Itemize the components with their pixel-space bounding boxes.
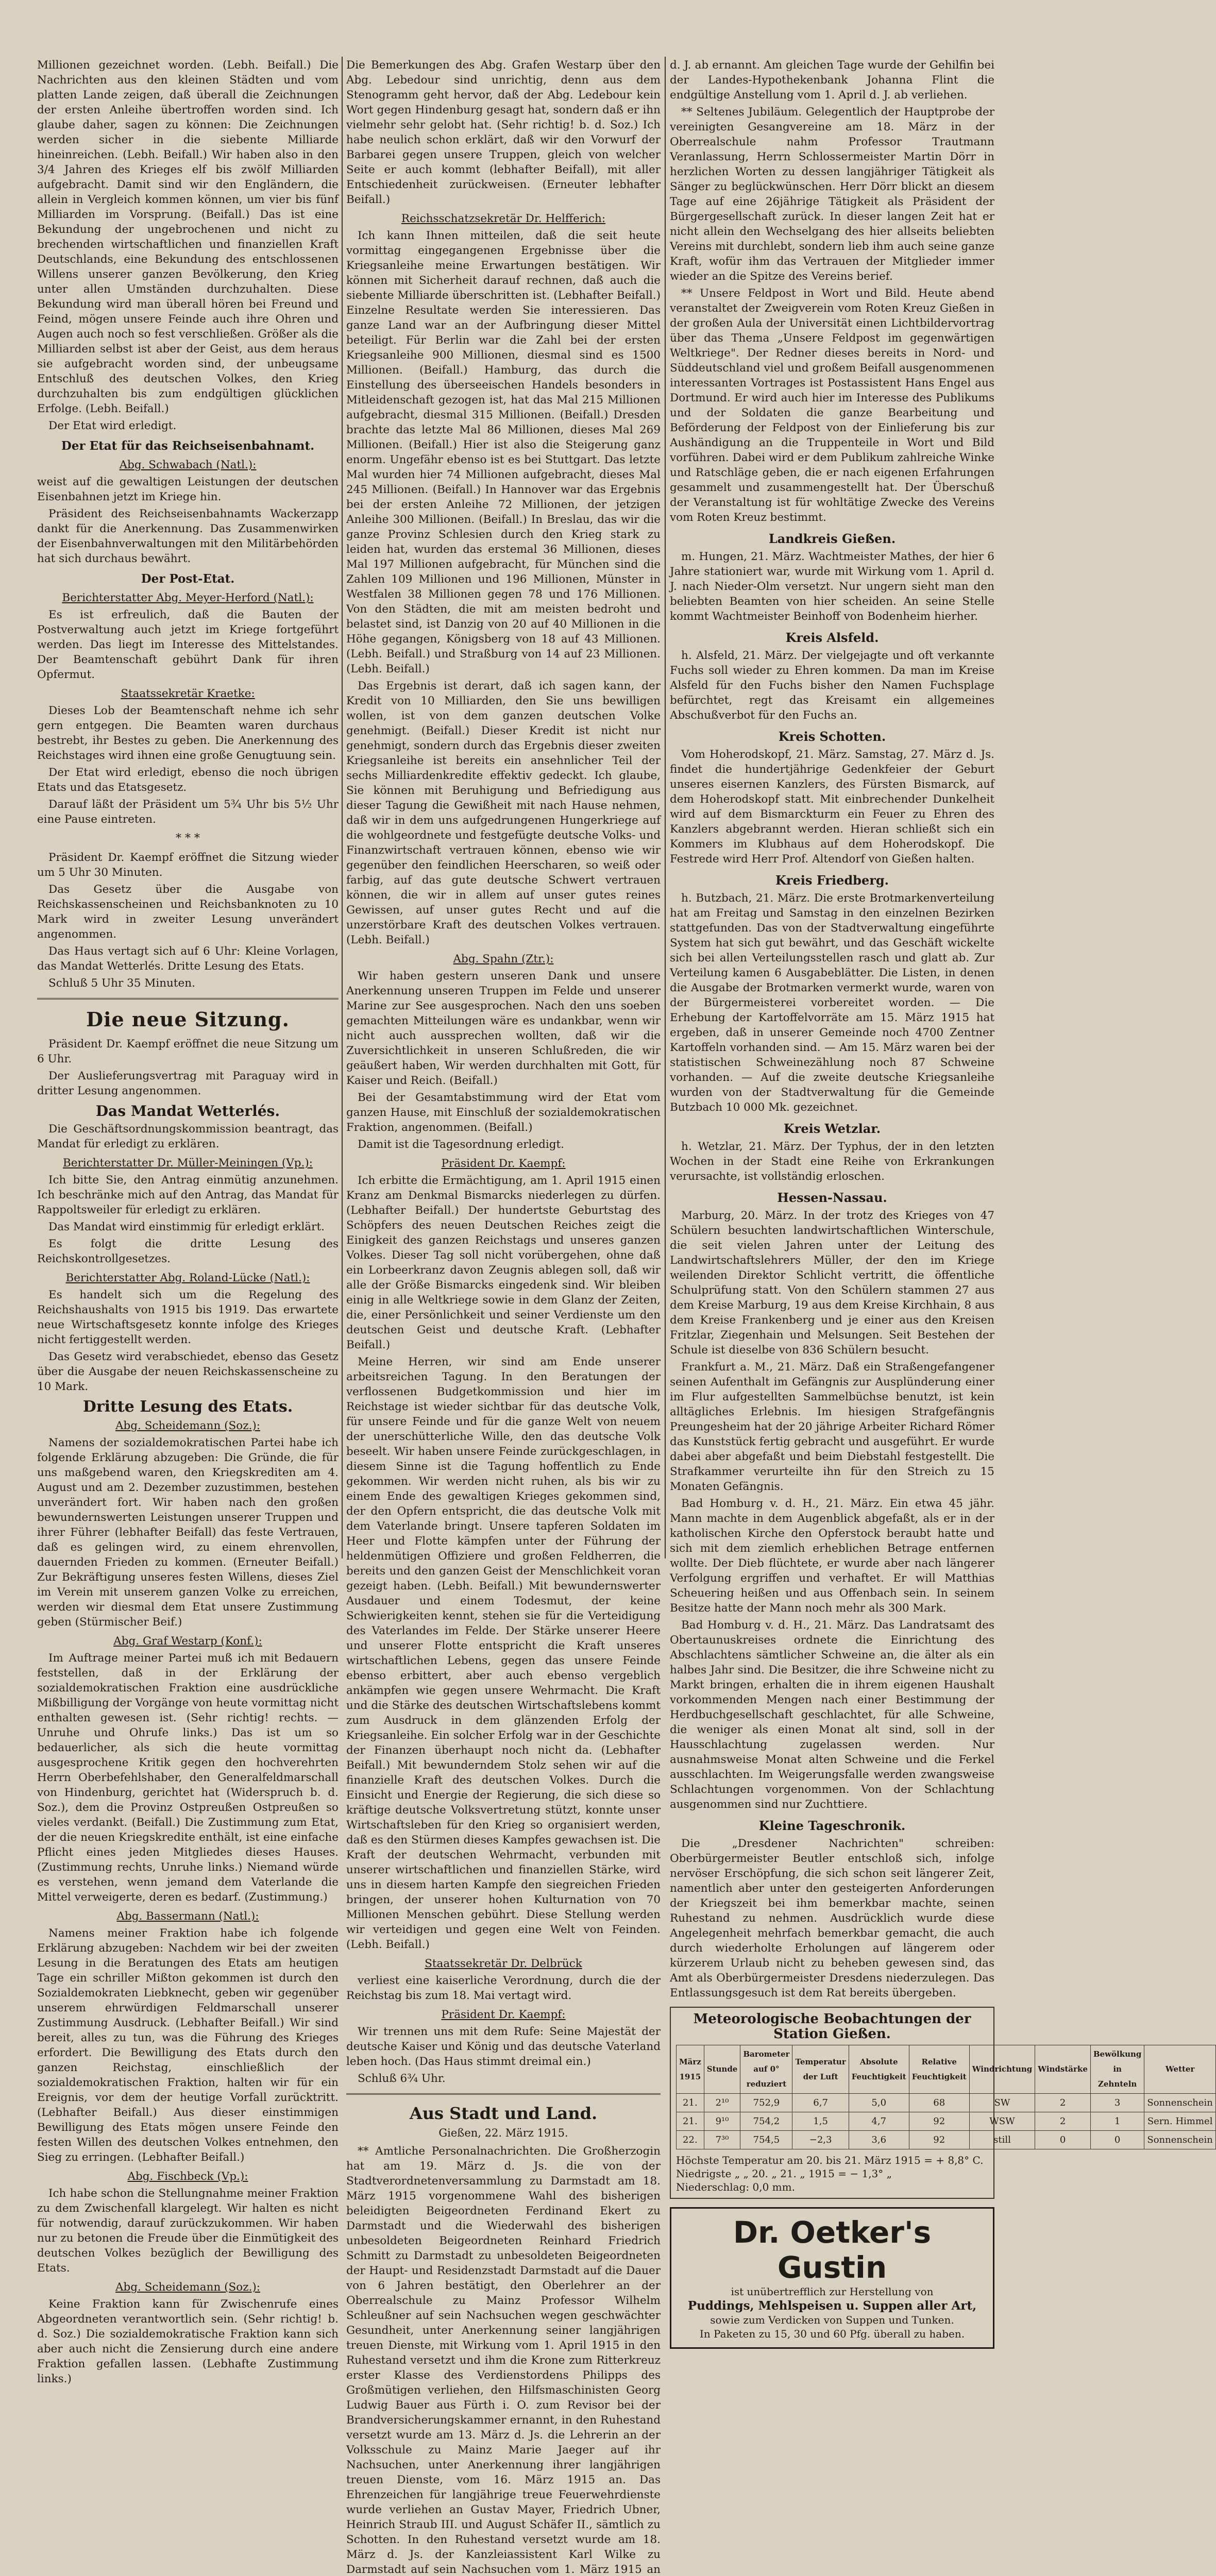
paragraph: Im Auftrage meiner Partei muß ich mit Bedauern feststellen, daß in der Erklärung der sozialdemokratischen Fraktion eine ausdrückliche Mißbilligung der Vorgänge von heute vormittag nicht enthalten gewesen ist. (Sehr richtig! rechts. — Unruhe und Ohrufe links.) Das ist um so bedauerlicher, als sich die heute vormittag ausgesprochene Kritik gegen den hochverehrten Herrn Oberbefehlshaber, den Generalfeldmarschall von Hindenburg, gerichtet hat (Widerspruch b. d. Soz.), dem die Provinz Ostpreußen Ostpreußen so vieles verdankt. (Beifall.) Die Zustimmung zum Etat, der die neuen Kriegskredite enthält, ist eine einfache Pflicht eines jeden Mitgliedes dieses Hauses. (Zustimmung rechts, Unruhe links.) Niemand würde es verstehen, wenn jemand dem Vaterlande die Mittel verweigerte, deren es bedarf. (Zustimmung.) [37,1652,339,1904]
paragraph: Ich erbitte die Ermächtigung, am 1. April 1915 einen Kranz am Denkmal Bismarcks niederlegen zu dürfen. (Lebhafter Beifall.) Der hundertste Geburtstag des Schöpfers des neuen Deutschen Reiches zeigt die Einigkeit des ganzen Reichstags und unseres ganzen Volkes. Dieser Tag soll nicht vorübergehen, ohne daß ein Lorbeerkranz davon Zeugnis ablegen soll, daß wir alle der Größe Bismarcks eingedenk sind. Wir bleiben einig in alle Weltkriege sowie in dem Glanz der Zeiten, die, einer Persönlichkeit und seiner Verdienste um den deutschen Geist und deutsche Kraft. (Lebhafter Beifall.) [346,1174,661,1351]
speaker-line: Berichterstatter Dr. Müller-Meiningen (Vp.): [62,1157,313,1170]
paragraph: Die „Dresdener Nachrichten" schreiben: Oberbürgermeister Beutler entschloß sich, infolge nervöser Erschöpfung, die sich schon seit längerer Zeit, namentlich aber unter den gesteigerten Anforderungen der Kriegszeit bei ihm bemerkbar machte, seinen Ruhestand zu nehmen. Ausdrücklich wurde diese Angelegenheit mehrfach bemerkbar gemacht, die auch durch wiederholte Erholungen auf längerem oder kürzerem Urlaub nicht zu beheben gewesen sind, das Amt als Oberbürgermeister Dresdens niederzulegen. Das Entlassungsgesuch ist dem Rat bereits übergeben. [670,1837,994,1999]
paragraph: Der Etat wird erledigt. [48,419,177,432]
ad-text-line: ist unübertrefflich zur Herstellung von [731,2285,934,2298]
table-cell: Sonnenschein [1144,2094,1216,2112]
dateline: Gießen, 22. März 1915. [438,2127,568,2139]
ad-product-line: Puddings, Mehlspeisen u. Suppen aller Art, [687,2299,977,2313]
section-heading: Der Post-Etat. [141,572,235,586]
speaker-line: Berichterstatter Abg. Meyer-Herford (Natl.): [62,591,314,604]
column-header: Absolute Feuchtigkeit [849,2045,909,2094]
section-heading: Das Mandat Wetterlés. [95,1103,280,1120]
paragraph: Meine Herren, wir sind am Ende unserer arbeitsreichen Tagung. In den Beratungen der verflossenen Budgetkommission und hier im Reichstage ist wieder sichtbar für das deutsche Volk, für unsere Feinde und für die ganze Welt von neuem der unerschütterliche Wille, den das deutsche Volk beseelt. Wir haben unsere Feinde zurückgeschlagen, in diesem Sinne ist die Tagung hoffentlich zu Ende gekommen. Wir werden nicht ruhen, als bis wir zu einem Ende des gewaltigen Krieges gekommen sind, der den Opfern entspricht, die das deutsche Volk mit dem Vaterlande bringt. Unsere tapferen Soldaten im Heer und Flotte kämpfen unter der Führung der heldenmütigen Offiziere und großen Feldherren, die bereits und den ganzen Geist der Menschlichkeit voran gezeigt haben. (Lebh. Beifall.) Mit bewundernswerter Ausdauer und einem Todesmut, der keine Schwierigkeiten kennt, stehen sie für die Verteidigung des Vaterlandes im Felde. Der Stärke unserer Heere und unserer Flotte entspricht die Kraft unseres wirtschaftlichen Lebens, gegen das unsere Feinde ebenso erbittert, aber auch ebenso vergeblich ankämpfen wie gegen unsere Wehrmacht. Die Kraft und die Stärke des deutschen Wirtschaftslebens kommt zum Ausdruck in dem glänzenden Erfolg der Kriegsanleihe. Ein solcher Erfolg war in der Geschichte der Finanzen überhaupt noch nicht da. (Lebhafter Beifall.) Mit bewunderndem Stolz sehen wir auf die finanzielle Kraft des deutschen Volkes. Durch die Einsicht und Energie der Regierung, die sich diese so kräftige deutsche Volksvertretung stützt, konnte unser Wirtschaftsleben für den Krieg so organisiert werden, daß es den Stürmen dieses Kampfes gewachsen ist. Die Kraft der deutschen Wehrmacht, verbunden mit unserer wirtschaftlichen und finanziellen Stärke, wird uns in diesem harten Kampfe den siegreichen Frieden bringen, der unserer hohen Kulturnation von 70 Millionen Menschen gebührt. Diese Stellung werden wir verteidigen und gegen eine Welt von Feinden. (Lebh. Beifall.) [346,1355,661,1951]
paragraph: ** Seltenes Jubiläum. Gelegentlich der Hauptprobe der vereinigten Gesangvereine am 18. März in der Oberrealschule nahm Professor Trautmann Veranlassung, Herrn Schlossermeister Martin Dörr in herzlichen Worten zu dessen langjähriger Tätigkeit als Sänger zu beglückwünschen. Herr Dörr blickt an diesem Tage auf eine 26jährige Tätigkeit als Präsident der Bürgergesellschaft zurück. In dieser langen Zeit hat er nicht allein den Wechselgang des hier allseits beliebten Vereins mit durchlebt, sondern lieb ihm auch seine ganze Kraft, wofür ihm das Vertrauen der Mitglieder immer wieder an die Spitze des Vereins berief. [670,106,994,283]
column-header: Wetter [1144,2045,1216,2094]
paragraph: Marburg, 20. März. In der trotz des Krieges von 47 Schülern besuchten landwirtschaftlichen Winterschule, die seit vielen Jahren unter der Leitung des Landwirtschaftslehrers Müller, der den im Kriege weilenden Direktor Schlicht vertritt, die öffentliche Schulprüfung statt. Von den Schülern stammen 27 aus dem Kreise Marburg, 19 aus dem Kreise Kirchhain, 8 aus dem Kreise Frankenberg und je einer aus den Kreisen Fritzlar, Ziegenhain und Melsungen. Seit Bestehen der Schule ist dieselbe von 836 Schülern besucht. [670,1209,994,1357]
table-cell: SW [969,2094,1035,2112]
paragraph: Damit ist die Tagesordnung erledigt. [358,1138,564,1151]
table-cell: 0 [1035,2131,1091,2149]
table-cell: 92 [909,2112,969,2131]
speaker-line: Präsident Dr. Kaempf: [441,2008,566,2021]
paragraph: h. Butzbach, 21. März. Die erste Brotmarkenverteilung hat am Freitag und Samstag in den einzelnen Bezirken stattgefunden. Das von der Stadtverwaltung eingeführte System hat sich gut bewährt, und das Geschäft wickelte sich bei allen Verteilungsstellen rasch und glatt ab. Zur Verteilung kamen 6 Ausgabeblätter. Die Listen, in denen die Ausgabe der Brotmarken vermerkt wurde, waren von der Bürgermeisterei vorbereitet worden. — Die Erhebung der Kartoffelvorräte am 15. März 1915 hat ergeben, daß in unserer Gemeinde noch 4700 Zentner Kartoffeln vorhanden sind. — Am 15. März waren bei der statistischen Schweinezählung noch 87 Schweine vorhanden. — Auf die zweite deutsche Kriegsanleihe wurden von der Stadtverwaltung für die Gemeinde Butzbach 10 000 Mk. gezeichnet. [670,892,994,1114]
article-heading: Die neue Sitzung. [86,1008,290,1031]
table-cell: 2¹⁰ [704,2094,740,2112]
speaker-line: Abg. Scheidemann (Soz.): [115,1419,260,1432]
paragraph: Der Etat wird erledigt, ebenso die noch übrigen Etats und das Etatsgesetz. [37,766,339,794]
section-heading: Kleine Tageschronik. [758,1818,906,1833]
paragraph: Ich bitte Sie, den Antrag einmütig anzunehmen. Ich beschränke mich auf den Antrag, das Mandat für Rappoltsweiler für erledigt zu erklären. [37,1174,339,1216]
divider [37,998,339,999]
speaker-line: Abg. Spahn (Ztr.): [453,953,554,965]
table-cell: 22. [677,2131,704,2149]
section-heading: Kreis Wetzlar. [783,1121,881,1136]
table-cell: 4,7 [849,2112,909,2131]
speaker-line: Reichsschatzsekretär Dr. Helfferich: [401,212,606,225]
column-divider [342,57,343,1558]
paragraph: ** Unsere Feldpost in Wort und Bild. Heute abend veranstaltet der Zweigverein vom Roten Kreuz Gießen in der großen Aula der Universität einen Lichtbildervortrag über das Thema „Unsere Feldpost im gegenwärtigen Weltkriege". Der Redner dieses bereits in Nord- und Süddeutschland viel und großem Beifall ausgenommenen interessanten Vortrages ist Postassistent Hans Engel aus Dortmund. Er wird auch hier im Interesse des Publikums und der Soldaten die ganze Bearbeitung und Beförderung der Feldpost von der Einlieferung bis zur Aushändigung an die Truppenteile in Wort und Bild vorführen. Dabei wird er dem Publikum zahlreiche Winke und Ratschläge geben, die er nach eigenen Erfahrungen gesammelt und zusammengestellt hat. Der Überschuß der Veranstaltung ist für wohltätige Zwecke des Vereins vom Roten Kreuz bestimmt. [670,287,994,524]
table-cell: Sonnenschein [1144,2131,1216,2149]
table-cell: 0 [1090,2131,1144,2149]
column-header: März 1915 [677,2045,704,2094]
paragraph: Bei der Gesamtabstimmung wird der Etat vom ganzen Hause, mit Einschluß der sozialdemokratischen Fraktion, angenommen. (Beifall.) [346,1091,661,1134]
table-cell: 92 [909,2131,969,2149]
table-cell: 6,7 [792,2094,849,2112]
weather-observations-box [670,2007,1213,2199]
paragraph: Millionen gezeichnet worden. (Lebh. Beifall.) Die Nachrichten aus den kleinen Städten und vom platten Lande zeigen, daß überall die Zeichnungen der ersten Anleihe übertroffen worden sind. Ich glaube daher, sagen zu können: Die Zeichnungen werden sicher in die siebente Milliarde hineinreichen. (Lebh. Beifall.) Wir haben also in den 3/4 Jahren des Krieges elf bis zwölf Milliarden aufgebracht. Damit sind wir den Engländern, die allein in Vergleich kommen können, um vier bis fünf Milliarden im Vorsprung. (Beifall.) Das ist eine Bekundung der ungebrochenen und nicht zu brechenden wirtschaftlichen und finanziellen Kraft Deutschlands, eine Bekundung des entschlossenen Willens unserer ganzen Bevölkerung, den Krieg unter allen Umständen durchzuhalten. Diese Bekundung wird man überall hören bei Freund und Feind, mögen unsere Feinde auch ihre Ohren und Augen auch noch so fest verschließen. Größer als die Milliarden selbst ist aber der Geist, aus dem heraus sie aufgebracht worden sind, der unbeugsame Entschluß des deutschen Volkes, den Krieg durchzuhalten bis zum endgültigen glücklichen Erfolge. (Lebh. Beifall.) [37,59,339,415]
paragraph: h. Alsfeld, 21. März. Der vielgejagte und oft verkannte Fuchs soll wieder zu Ehren kommen. Da man im Kreise Alsfeld für den Fuchs bisher den Namen Fuchsplage befürchtet, regt das Kreisamt ein allgemeines Abschußverbot für den Fuchs an. [670,649,994,722]
paragraph: Frankfurt a. M., 21. März. Daß ein Straßengefangener seinen Aufenthalt im Gefängnis zur Ausplünderung einer im Flur aufgestellten Sammelbüchse benutzt, ist kein alltägliches Erlebnis. Im hiesigen Strafgefängnis Preungesheim hat der 20 jährige Arbeiter Richard Römer das Kunststück fertig gebracht und ausgeführt. Er wurde dabei aber abgefaßt und beim Diebstahl festgestellt. Die Strafkammer verurteilte ihn für den Streich zu 15 Monaten Gefängnis. [670,1361,994,1493]
paragraph: Dieses Lob der Beamtenschaft nehme ich sehr gern entgegen. Die Beamten waren durchaus bestrebt, ihr Bestes zu geben. Die Anerkennung des Reichstages wird ihnen eine große Genugtuung sein. [37,704,339,762]
paragraph: Ich habe schon die Stellungnahme meiner Fraktion zu dem Zwischenfall klargelegt. Wir halten es nicht für notwendig, darauf zurückzukommen. Wir haben nur zu betonen die Freude über die Einmütigkeit des deutschen Volkes bezüglich der Bewilligung des Etats. [37,2187,339,2275]
paragraph: Es ist erfreulich, daß die Bauten der Postverwaltung auch jetzt im Kriege fortgeführt werden. Das liegt im Interesse des Mittelstandes. Der Beamtenschaft gebührt Dank für ihren Opfermut. [37,608,339,681]
paragraph: verliest eine kaiserliche Verordnung, durch die der Reichstag bis zum 18. Mai vertagt wird. [346,1974,661,2002]
paragraph: Es folgt die dritte Lesung des Reichskontrollgesetzes. [37,1238,339,1265]
column-header: Barometer auf 0° reduziert [740,2045,792,2094]
column-divider [665,57,666,1558]
speaker-line: Abg. Graf Westarp (Konf.): [113,1635,262,1648]
speaker-line: Abg. Fischbeck (Vp.): [127,2170,248,2183]
advertisement [670,2207,994,2349]
table-row [677,2094,1216,2112]
paragraph: Das Mandat wird einstimmig für erledigt erklärt. [48,1221,325,1233]
table-row [677,2112,1216,2131]
column-2 [346,58,661,2576]
speaker-line: Abg. Schwabach (Natl.): [119,459,257,471]
paragraph: Keine Fraktion kann für Zwischenrufe eines Abgeordneten verantwortlich sein. (Sehr richtig! b. d. Soz.) Die sozialdemokratische Fraktion kann sich aber auch nicht die Zensierung durch eine andere Fraktion gefallen lassen. (Lebhafte Zustimmung links.) [37,2298,339,2385]
paragraph: Das Haus vertagt sich auf 6 Uhr: Kleine Vorlagen, das Mandat Wetterlés. Dritte Lesung des Etats. [37,945,339,973]
ad-text-line: sowie zum Verdicken von Suppen und Tunken. [710,2314,954,2326]
article-heading: Aus Stadt und Land. [409,2104,598,2123]
section-heading: Landkreis Gießen. [768,531,896,546]
paragraph: Vom Hoherodskopf, 21. März. Samstag, 27. März d. Js. findet die hundertjährige Gedenkfeier der Geburt unseres eisernen Kanzlers, des Fürsten Bismarck, auf dem Hoherodskopf statt. Mit einbrechender Dunkelheit wird auf dem Bismarckturm ein Feuer zu Ehren des Kanzlers abgebrannt werden. Hieran schließt sich ein Kommers im Klubhaus auf dem Hoherodskopf. Die Festrede wird Herr Prof. Altendorf von Gießen halten. [670,748,994,866]
paragraph: Das Gesetz wird verabschiedet, ebenso das Gesetz über die Ausgabe der neuen Reichskassenscheine zu 10 Mark. [37,1350,339,1393]
section-heading: Kreis Alsfeld. [785,630,879,645]
table-cell: Sern. Himmel [1144,2112,1216,2131]
table-cell: 7³⁰ [704,2131,740,2149]
table-cell: 5,0 [849,2094,909,2112]
ad-brand-name: Dr. Oetker's Gustin [733,2215,932,2285]
speaker-line: Berichterstatter Abg. Roland-Lücke (Natl.): [65,1272,310,1284]
column-3 [670,58,1213,2340]
speaker-line: Staatssekretär Kraetke: [121,687,255,700]
paragraph: Das Ergebnis ist derart, daß ich sagen kann, der Kredit von 10 Milliarden, den Sie uns bewilligen wollen, ist von dem ganzen deutschen Volke genehmigt. (Beifall.) Dieser Kredit ist nicht nur genehmigt, sondern durch das Ergebnis dieser zweiten Kriegsanleihe ist bereits ein ansehnlicher Teil der sechs Milliardenkredite effektiv gedeckt. Ich glaube, Sie können mit Beruhigung und Befriedigung aus dieser Tagung die Gewißheit mit nach Hause nehmen, daß wir in dem uns aufgedrungenen Hungerkriege auf die wohlgeordnete und festgefügte deutsche Volks- und Finanzwirtschaft vertrauen können, ebenso wie wir gegenüber den feindlichen Heerscharen, so weiß oder farbig, auf das gute deutsche Schwert vertrauen können, die wir in allem auf unser gutes reines Gewissen, auf unser gutes Recht und auf die unzerstörbare Kraft des deutschen Volkes vertrauen. (Lebh. Beifall.) [346,680,661,946]
section-heading: Kreis Schotten. [778,729,886,744]
paragraph: Präsident Dr. Kaempf eröffnet die neue Sitzung um 6 Uhr. [37,1038,339,1065]
table-cell: 752,9 [740,2094,792,2112]
speaker-line: Präsident Dr. Kaempf: [441,1157,566,1170]
paragraph: Der Auslieferungsvertrag mit Paraguay wird in dritter Lesung angenommen. [37,1070,339,1097]
table-cell: 2 [1035,2112,1091,2131]
paragraph: ** Amtliche Personalnachrichten. Die Großherzogin hat am 19. März d. Js. die von der Stadtverordnetenversammlung zu Darmstadt am 18. März 1915 vorgenommene Wahl des bisherigen beleidigten Beigeordneten Ferdinand Ekert zu Darmstadt und die Wiederwahl des bisherigen unbesoldeten Beigeordneten Reinhard Friedrich Schmitt zu Darmstadt zu unbesoldeten Beigeordneten der Haupt- und Residenzstadt Darmstadt auf die Dauer von 6 Jahren bestätigt, den Oberlehrer an der Oberrealschule zu Mainz Professor Wilhelm Schleußner auf sein Nachsuchen wegen geschwächter Gesundheit, unter Anerkennung seiner langjährigen treuen Dienste, mit Wirkung vom 1. April 1915 in den Ruhestand versetzt und ihm die Krone zum Ritterkreuz erster Klasse des Verdienstordens Philipps des Großmütigen verliehen, den Hilfsmaschinisten Georg Ludwig Bauer aus Fürth i. O. zum Revisor bei der Brandversicherungskammer ernannt, in den Ruhestand versetzt wurde am 13. März d. Js. die Lehrerin an der Volksschule zu Mainz Marie Jaeger auf ihr Nachsuchen, unter Anerkennung ihrer langjährigen treuen Dienste, vom 16. März 1915 an. Das Ehrenzeichen für langjährige treue Feuerwehrdienste wurde verliehen an Gustav Mayer, Friedrich Ubner, Heinrich Straub III. und August Schäfer II., sämtlich zu Schotten. In den Ruhestand versetzt wurde am 18. März d. Js. der Kanzleiassistent Karl Wilke zu Darmstadt auf sein Nachsuchen vom 1. März 1915 an [346,2145,661,2576]
paragraph: Das Gesetz über die Ausgabe von Reichskassenscheinen und Reichsbanknoten zu 10 Mark wird in zweiter Lesung unverändert angenommen. [37,883,339,941]
paragraph: Wir haben gestern unseren Dank und unsere Anerkennung unseren Truppen im Felde und unserer Marine zur See ausgesprochen. Nach den uns soeben gemachten Mitteilungen wäre es undankbar, wenn wir nicht auch aussprechen wollten, daß wir die Zuversichtlichkeit in unseren Schlußreden, die wir geäußert haben, Wir werden durchhalten mit Gott, für Kaiser und Reich. (Beifall.) [346,970,661,1087]
table-cell: still [969,2131,1035,2149]
section-heading: Hessen-Nassau. [777,1190,887,1205]
table-cell: 3,6 [849,2131,909,2149]
speaker-line: Abg. Bassermann (Natl.): [116,1910,259,1923]
table-cell: 2 [1035,2094,1091,2112]
weather-table-title: Meteorologische Beobachtungen der Station Gießen. [693,2011,971,2042]
paragraph: Präsident Dr. Kaempf eröffnet die Sitzung wieder um 5 Uhr 30 Minuten. [37,851,339,879]
column-header: Bewölkung in Zehnteln [1090,2045,1144,2094]
max-temperature-line: Höchste Temperatur am 20. bis 21. März 1915 = + 8,8° C. [676,2154,984,2166]
table-cell: 1 [1090,2112,1144,2131]
section-heading: Der Etat für das Reichseisenbahnamt. [61,439,315,453]
paragraph: Wir trennen uns mit dem Rufe: Seine Majestät der deutsche Kaiser und König und das deutsche Vaterland leben hoch. (Das Haus stimmt dreimal ein.) [346,2025,661,2068]
paragraph: Schluß 6¾ Uhr. [358,2072,446,2085]
table-cell: 1,5 [792,2112,849,2131]
table-cell: 754,5 [740,2131,792,2149]
paragraph: m. Hungen, 21. März. Wachtmeister Mathes, der hier 6 Jahre stationiert war, wurde mit Wirkung vom 1. April d. J. nach Nieder-Olm versetzt. Nur ungern sieht man den beliebten Beamten von hier scheiden. An seine Stelle kommt Wachtmeister Beinhoff von Bodenheim hierher. [670,550,994,623]
paragraph: Präsident des Reichseisenbahnamts Wackerzapp dankt für die Anerkennung. Das Zusammenwirken der Eisenbahnverwaltungen mit den Militärbehörden hat sich durchaus bewährt. [37,507,339,565]
column-header: Relative Feuchtigkeit [909,2045,969,2094]
column-header: Windstärke [1035,2045,1091,2094]
paragraph: Bad Homburg v. d. H., 21. März. Das Landratsamt des Obertaunuskreises ordnete die Einrichtung des Abschlachtens sämtlicher Schweine an, die älter als ein halbes Jahr sind. Die Besitzer, die ihre Schweine nicht zu Markt bringen, erhalten die in ihrem eigenen Haushalt vorkommenden Mengen nach einer Bestimmung der Herdbuchgesellschaft geschlachtet, für alle Schweine, die weniger als einen Monat alt sind, soll in der Hausschlachtung zugelassen werden. Nur ausnahmsweise Monat alten Schweine und die Ferkel ausschlachten. Im Weigerungsfalle werden zwangsweise Schlachtungen vorgenommen. Von der Schlachtung ausgenommen sind nur Zuchttiere. [670,1619,994,1811]
ad-text-line: In Paketen zu 15, 30 und 60 Pfg. überall zu haben. [699,2328,965,2340]
divider [346,2093,661,2095]
table-cell: 21. [677,2094,704,2112]
table-cell: 9¹⁰ [704,2112,740,2131]
paragraph: Namens meiner Fraktion habe ich folgende Erklärung abzugeben: Nachdem wir bei der zweiten Lesung in die Beratungen des Etats am heutigen Tage ein schriller Mißton gekommen ist durch den Sozialdemokraten Liebknecht, geben wir gegenüber unserem ehrwürdigen Feldmarschall unserer Zustimmung Ausdruck. (Lebhafter Beifall.) Wir sind bereit, alles zu tun, was die Führung des Krieges erfordert. Die Bewilligung des Etats durch den ganzen Reichstag, einschließlich der sozialdemokratischen Fraktion, halten wir für ein Ereignis, vor dem der heutige Vorfall zurücktritt. (Lebhafter Beifall.) Aus dieser einstimmigen Bewilligung des Etats mögen unsere Feinde den festen Willen des deutschen Volkes entnehmen, den Sieg zu erringen. (Lebhafter Beifall.) [37,1927,339,2164]
paragraph: Die Bemerkungen des Abg. Grafen Westarp über den Abg. Lebedour sind unrichtig, denn aus dem Stenogramm geht hervor, daß der Abg. Ledebour kein Wort gegen Hindenburg gesagt hat, sondern daß er ihn vielmehr sehr gelobt hat. (Sehr richtig! b. d. Soz.) Ich habe neulich schon erklärt, daß wir den Vorwurf der Barbarei gegen unsere Truppen, gleich von welcher Seite er auch kommt (lebhafter Beifall), mit aller Entschiedenheit zurückweisen. (Erneuter lebhafter Beifall.) [346,59,661,206]
table-cell: 21. [677,2112,704,2131]
speaker-line: Abg. Scheidemann (Soz.): [115,2281,260,2294]
table-cell: 68 [909,2094,969,2112]
paragraph: Namens der sozialdemokratischen Partei habe ich folgende Erklärung abzugeben: Die Gründe, die für uns maßgebend waren, den Kriegskrediten am 4. August und am 2. Dezember zuzustimmen, bestehen unverändert fort. Wir haben nach den großen bewundernswerten Leistungen unserer Truppen und ihrer Führer (lebhafter Beifall) das feste Vertrauen, daß es gelingen wird, zu einem ehrenvollen, dauernden Frieden zu kommen. (Erneuter Beifall.) Zur Bekräftigung unseres festen Willens, dieses Ziel im Verein mit unserem ganzen Volke zu erreichen, werden wir diesmal dem Etat unsere Zustimmung geben (Stürmischer Beif.) [37,1436,339,1629]
min-temperature-line: Niedrigste „ „ 20. „ 21. „ 1915 = − 1,3° „ [676,2167,892,2180]
section-heading: Dritte Lesung des Etats. [82,1398,293,1416]
table-row [677,2131,1216,2149]
table-cell: WSW [969,2112,1035,2131]
section-heading: Kreis Friedberg. [775,873,889,888]
paragraph: h. Wetzlar, 21. März. Der Typhus, der in den letzten Wochen in der Stadt eine Reihe von Erkrankungen verursachte, ist vollständig erloschen. [670,1140,994,1183]
paragraph: d. J. ab ernannt. Am gleichen Tage wurde der Gehilfin bei der Landes-Hypothekenbank Johanna Flint die endgültige Anstellung vom 1. April d. J. ab verliehen. [670,59,994,101]
paragraph: Darauf läßt der Präsident um 5¾ Uhr bis 5½ Uhr eine Pause eintreten. [37,798,339,826]
column-1 [37,58,339,2385]
table-cell: 754,2 [740,2112,792,2131]
paragraph: Es handelt sich um die Regelung des Reichshaushalts von 1915 bis 1919. Das erwartete neue Wirtschaftsgesetz konnte infolge des Krieges nicht fertiggestellt werden. [37,1289,339,1346]
table-header-row [677,2045,1216,2094]
table-cell: −2,3 [792,2131,849,2149]
ad-text-line [679,2299,986,2313]
column-header: Temperatur der Luft [792,2045,849,2094]
paragraph: weist auf die gewaltigen Leistungen der deutschen Eisenbahnen jetzt im Kriege hin. [37,476,339,503]
paragraph: Ich kann Ihnen mitteilen, daß die seit heute vormittag eingegangenen Ergebnisse über die Kriegsanleihe meine Erwartungen bestätigen. Wir können mit Sicherheit darauf rechnen, daß auch die siebente Milliarde überschritten ist. (Lebhafter Beifall.) Einzelne Resultate werden Sie interessieren. Das ganze Land war an der Aufbringung dieser Mittel beteiligt. Für Berlin war die Zahl bei der ersten Kriegsanleihe 900 Millionen, diesmal sind es 1500 Millionen. (Beifall.) Hamburg, das durch die Einstellung des überseeischen Handels besonders in Mitleidenschaft gezogen ist, hat das Mal 215 Millionen aufgebracht, diesmal 315 Millionen. (Beifall.) Dresden brachte das letzte Mal 86 Millionen, dieses Mal 269 Millionen. (Beifall.) Hier ist also die Steigerung ganz enorm. Ungefähr ebenso ist es bei Stuttgart. Das letzte Mal wurden hier 74 Millionen aufgebracht, dieses Mal 245 Millionen. (Beifall.) In Hannover war das Ergebnis bei der ersten Anleihe 72 Millionen, der jetzigen Anleihe 300 Millionen. (Beifall.) In Breslau, das wir die ganze Provinz Schlesien durch den Krieg stark zu leiden hat, wurden das erstemal 36 Millionen, dieses Mal 197 Millionen aufgebracht, für München sind die Zahlen 109 Millionen und 196 Millionen, Münster in Westfalen 38 Millionen gegen 78 und 176 Millionen. Von den Städten, die mit am meisten bedroht und belastet sind, ist Danzig von 20 auf 40 Millionen in die Höhe gegangen, Königsberg von 18 auf 43 Millionen. (Lebh. Beifall.) und Straßburg von 14 auf 23 Millionen. (Lebh. Beifall.) [346,229,661,675]
paragraph: Die Geschäftsordnungskommission beantragt, das Mandat für erledigt zu erklären. [37,1123,339,1150]
paragraph: Schluß 5 Uhr 35 Minuten. [48,977,195,990]
temperature-summary [676,2154,988,2194]
separator-stars: * * * [176,832,200,845]
weather-table [676,2045,1216,2149]
precipitation-line: Niederschlag: 0,0 mm. [676,2181,795,2193]
column-header: Stunde [704,2045,740,2094]
column-header: Windrichtung [969,2045,1035,2094]
speaker-line: Staatssekretär Dr. Delbrück [425,1957,582,1970]
paragraph: Bad Homburg v. d. H., 21. März. Ein etwa 45 jähr. Mann machte in dem Augenblick abgefaßt, als er in der katholischen Kirche den Opferstock beraubt hatte und sich mit dem ziemlich erheblichen Betrage entfernen wollte. Der Dieb flüchtete, er wurde aber nach längerer Verfolgung ergriffen und verhaftet. Er will Matthias Scheuering heißen und aus Offenbach sein. In seinem Besitze hatte der Mann noch mehr als 300 Mark. [670,1497,994,1615]
table-cell: 3 [1090,2094,1144,2112]
